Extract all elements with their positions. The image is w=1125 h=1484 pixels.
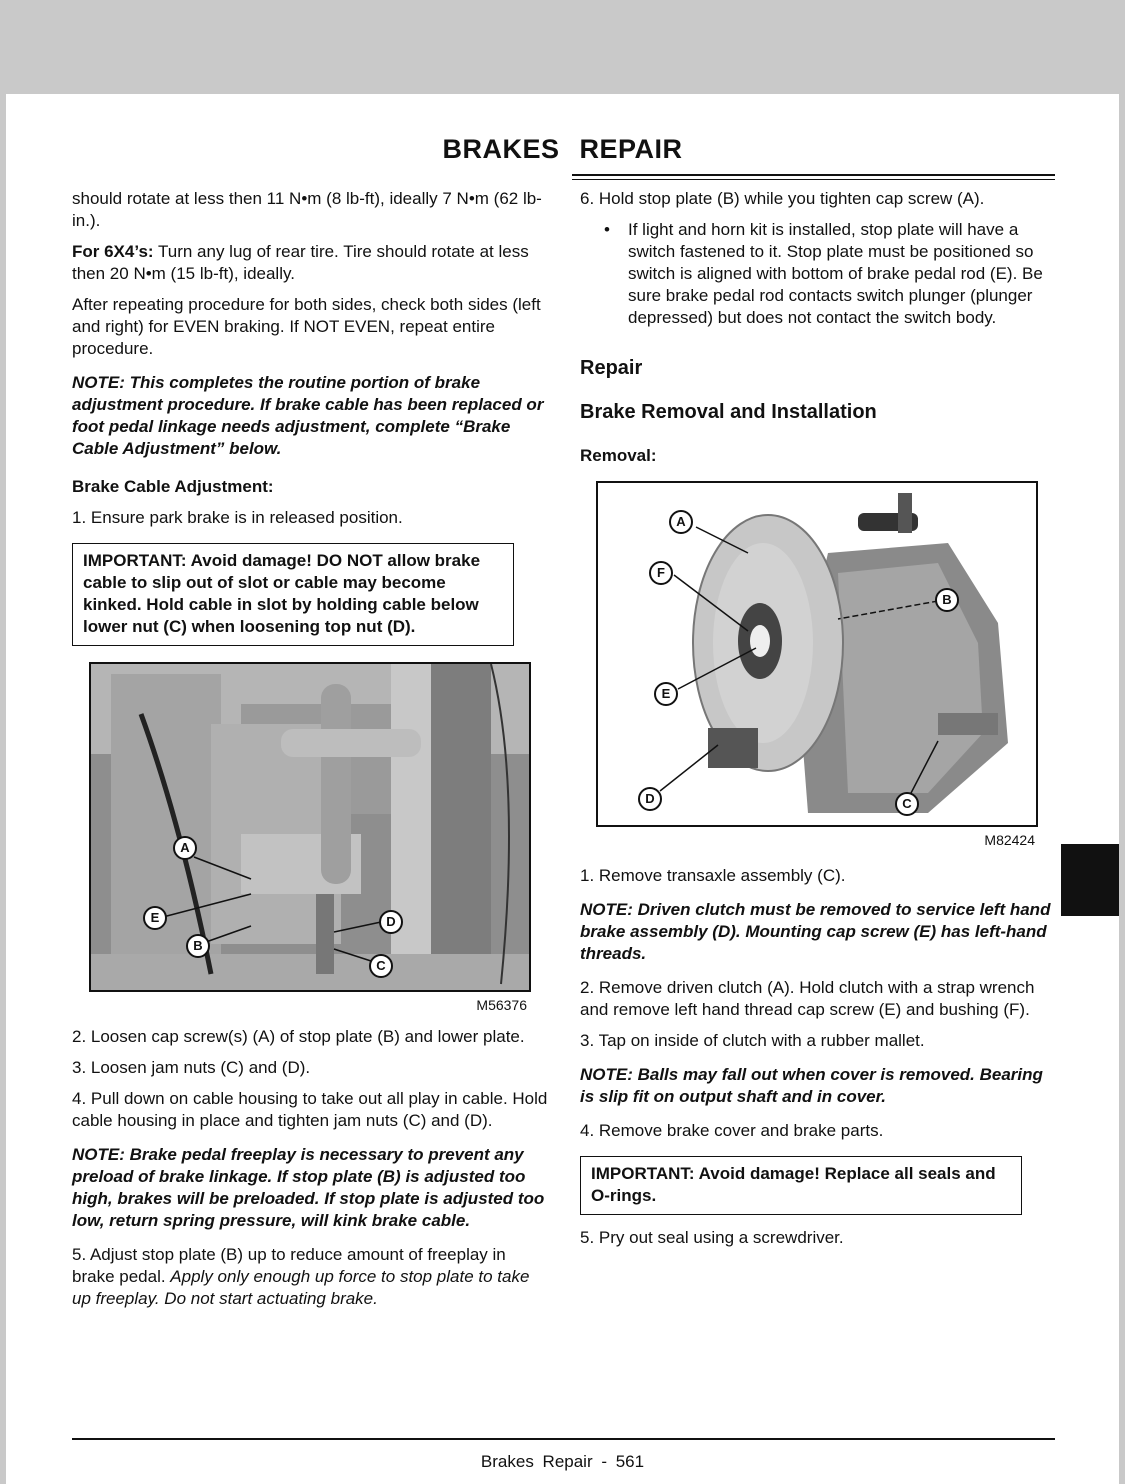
step: 1. Remove transaxle assembly (C).: [580, 866, 846, 885]
note: NOTE: Balls may fall out when cover is removed. Bearing is slip fit on output shaft and in cover.: [580, 1065, 1043, 1106]
important-box: IMPORTANT: Avoid damage! DO NOT allow brake cable to slip out of slot or cable may become kinked. Hold cable in slot by holding cable below lower nut (C) when loosening top nut (D).: [72, 543, 514, 646]
bullet-dot: •: [604, 220, 610, 239]
subheading: Brake Cable Adjustment:: [72, 477, 274, 496]
step: 2. Remove driven clutch (A). Hold clutch with a strap wrench and remove left hand thread cap screw (E) and bushing (F).: [580, 978, 1035, 1019]
callout-d: D: [638, 787, 662, 811]
paragraph: After repeating procedure for both sides, check both sides (left and right) for EVEN braking. If NOT EVEN, repeat entire procedure.: [72, 295, 541, 358]
step-emphasis: Apply only enough up force to stop plate to take up freeplay. Do not start actuating brake.: [72, 1267, 530, 1308]
paragraph: should rotate at less then 11 N•m (8 lb-ft), ideally 7 N•m (62 lb-in.).: [72, 189, 542, 230]
figure-brake-cable: [89, 662, 531, 992]
section-tab-marker: [1061, 844, 1119, 916]
step: 1. Ensure park brake is in released position.: [72, 508, 403, 527]
note: NOTE: Driven clutch must be removed to service left hand brake assembly (D). Mounting cap screw (E) has left-hand threads.: [580, 900, 1051, 963]
title-rule-thin: [572, 179, 1055, 180]
bullet-item: [604, 219, 1055, 329]
figure-transaxle: [596, 481, 1038, 827]
figure-caption: M82424: [984, 832, 1035, 848]
step: 2. Loosen cap screw(s) (A) of stop plate (B) and lower plate.: [72, 1027, 525, 1046]
paragraph-text: Turn any lug of rear tire. Tire should rotate at less then 20 N•m (15 lb-ft), ideally.: [72, 242, 529, 283]
section-heading: Repair: [580, 357, 643, 379]
note: NOTE: This completes the routine portion of brake adjustment procedure. If brake cable has been replaced or foot pedal linkage needs adjustment, complete “Brake Cable Adjustment” below.: [72, 373, 544, 458]
left-column: [72, 188, 550, 1319]
section-heading: Brake Removal and Installation: [580, 401, 877, 423]
label-6x4: For 6X4’s:: [72, 242, 154, 261]
figure-caption: M56376: [476, 997, 527, 1013]
callout-d: D: [379, 910, 403, 934]
page-footer: Brakes Repair - 561: [480, 1452, 645, 1471]
callout-c: C: [895, 792, 919, 816]
right-column: [580, 188, 1055, 1258]
note: NOTE: Brake pedal freeplay is necessary to prevent any preload of brake linkage. If stop plate (B) is adjusted too high, brakes will be preloaded. If stop plate is adjusted too low, return spring pressure, will kink brake cable.: [72, 1145, 545, 1230]
callout-e: E: [654, 682, 678, 706]
footer-rule: [72, 1438, 1055, 1440]
title-rule: [572, 174, 1055, 176]
step: 5. Pry out seal using a screwdriver.: [580, 1228, 844, 1247]
subheading: Removal:: [580, 446, 657, 465]
paragraph: [72, 241, 550, 285]
page-title: BRAKES REPAIR: [442, 134, 683, 164]
callout-f: F: [649, 561, 673, 585]
callout-b: B: [935, 588, 959, 612]
step: 4. Pull down on cable housing to take out all play in cable. Hold cable housing in place and tighten jam nuts (C) and (D).: [72, 1089, 548, 1130]
transaxle-photo: [598, 483, 1036, 825]
step: 6. Hold stop plate (B) while you tighten cap screw (A).: [580, 189, 985, 208]
callout-e: E: [143, 906, 167, 930]
callout-c: C: [369, 954, 393, 978]
bullet-text: If light and horn kit is installed, stop plate will have a switch fastened to it. Stop plate must be positioned so switch is aligned with bottom of brake pedal rod (E). Be sure brake pedal rod contacts switch plunger (plunger depressed) but does not contact the switch body.: [628, 220, 1043, 327]
step-text: 5. Adjust stop plate (B) up to reduce amount of freeplay in brake pedal.: [72, 1245, 506, 1286]
brake-cable-photo: [91, 664, 529, 990]
manual-page: [6, 94, 1119, 1484]
callout-a: A: [669, 510, 693, 534]
callout-a: A: [173, 836, 197, 860]
step: [72, 1244, 550, 1310]
callout-b: B: [186, 934, 210, 958]
step: 3. Tap on inside of clutch with a rubber mallet.: [580, 1031, 925, 1050]
step: 3. Loosen jam nuts (C) and (D).: [72, 1058, 311, 1077]
important-box: IMPORTANT: Avoid damage! Replace all seals and O-rings.: [580, 1156, 1022, 1215]
step: 4. Remove brake cover and brake parts.: [580, 1121, 884, 1140]
